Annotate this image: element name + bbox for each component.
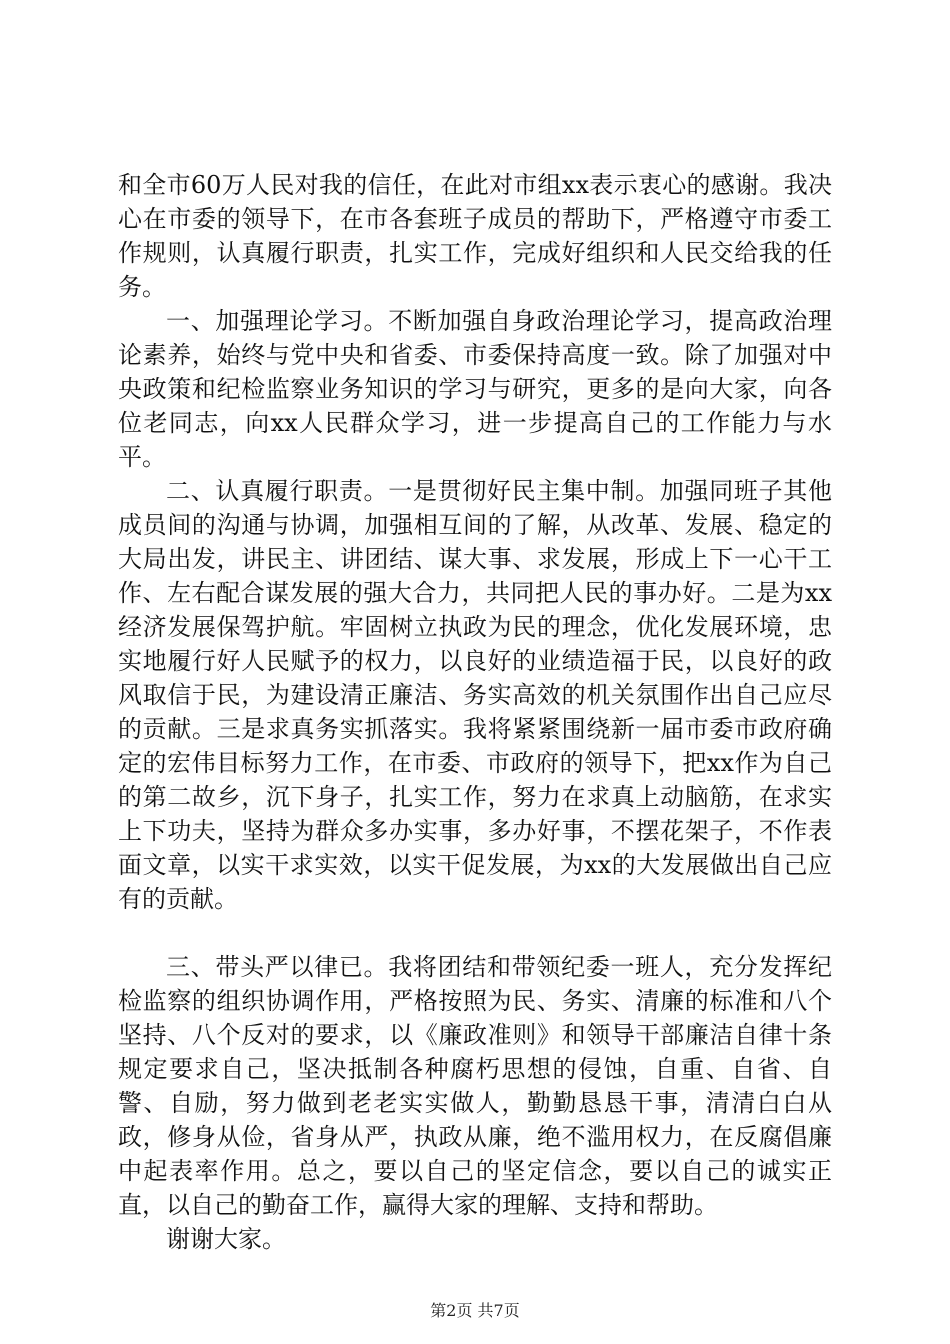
paragraph-thanks: 谢谢大家。 [166, 1225, 286, 1253]
paragraph-self-discipline: 三、带头严以律已。我将团结和带领纪委一班人，充分发挥纪检监察的组织协调作用，严格按照为民、务实、清廉的标准和八个坚持、八个反对的要求，以《廉政准则》和领导干部廉洁自律十条规定要求自己，坚决抵制各种腐朽思想的侵蚀，自重、自省、自警、自励，努力做到老老实实做人，勤勤恳恳干事，清清白白从政，修身从俭，省身从严，执政从廉，绝不滥用权力，在反腐倡廉中起表率作用。总之，要以自己的坚定信念，要以自己的诚实正直，以自己的勤奋工作，赢得大家的理解、支持和帮助。 [118, 953, 832, 1219]
paragraph-duties: 二、认真履行职责。一是贯彻好民主集中制。加强同班子其他成员间的沟通与协调，加强相互间的了解，从改革、发展、稳定的大局出发，讲民主、讲团结、谋大事、求发展，形成上下一心干工作、左右配合谋发展的强大合力，共同把人民的事办好。二是为xx经济发展保驾护航。牢固树立执政为民的理念，优化发展环境，忠实地履行好人民赋予的权力，以良好的业绩造福于民，以良好的政风取信于民，为建设清正廉洁、务实高效的机关氛围作出自己应尽的贡献。三是求真务实抓落实。我将紧紧围绕新一届市委市政府确定的宏伟目标努力工作，在市委、市政府的领导下，把xx作为自己的第二故乡，沉下身子，扎实工作，努力在求真上动脑筋，在求实上下功夫，坚持为群众多办实事，多办好事，不摆花架子，不作表面文章，以实干求实效，以实干促发展，为xx的大发展做出自己应有的贡献。 [118, 477, 832, 913]
document-body [118, 168, 832, 1256]
page-number: 第2页 共7页 [430, 1301, 520, 1320]
paragraph-theory-study: 一、加强理论学习。不断加强自身政治理论学习，提高政治理论素养，始终与党中央和省委、市委保持高度一致。除了加强对中央政策和纪检监察业务知识的学习与研究，更多的是向大家，向各位老同志，向xx人民群众学习，进一步提高自己的工作能力与水平。 [118, 307, 832, 471]
paragraph-intro: 和全市60万人民对我的信任，在此对市组xx表示衷心的感谢。我决心在市委的领导下，在市各套班子成员的帮助下，严格遵守市委工作规则，认真履行职责，扎实工作，完成好组织和人民交给我的任务。 [118, 171, 832, 301]
